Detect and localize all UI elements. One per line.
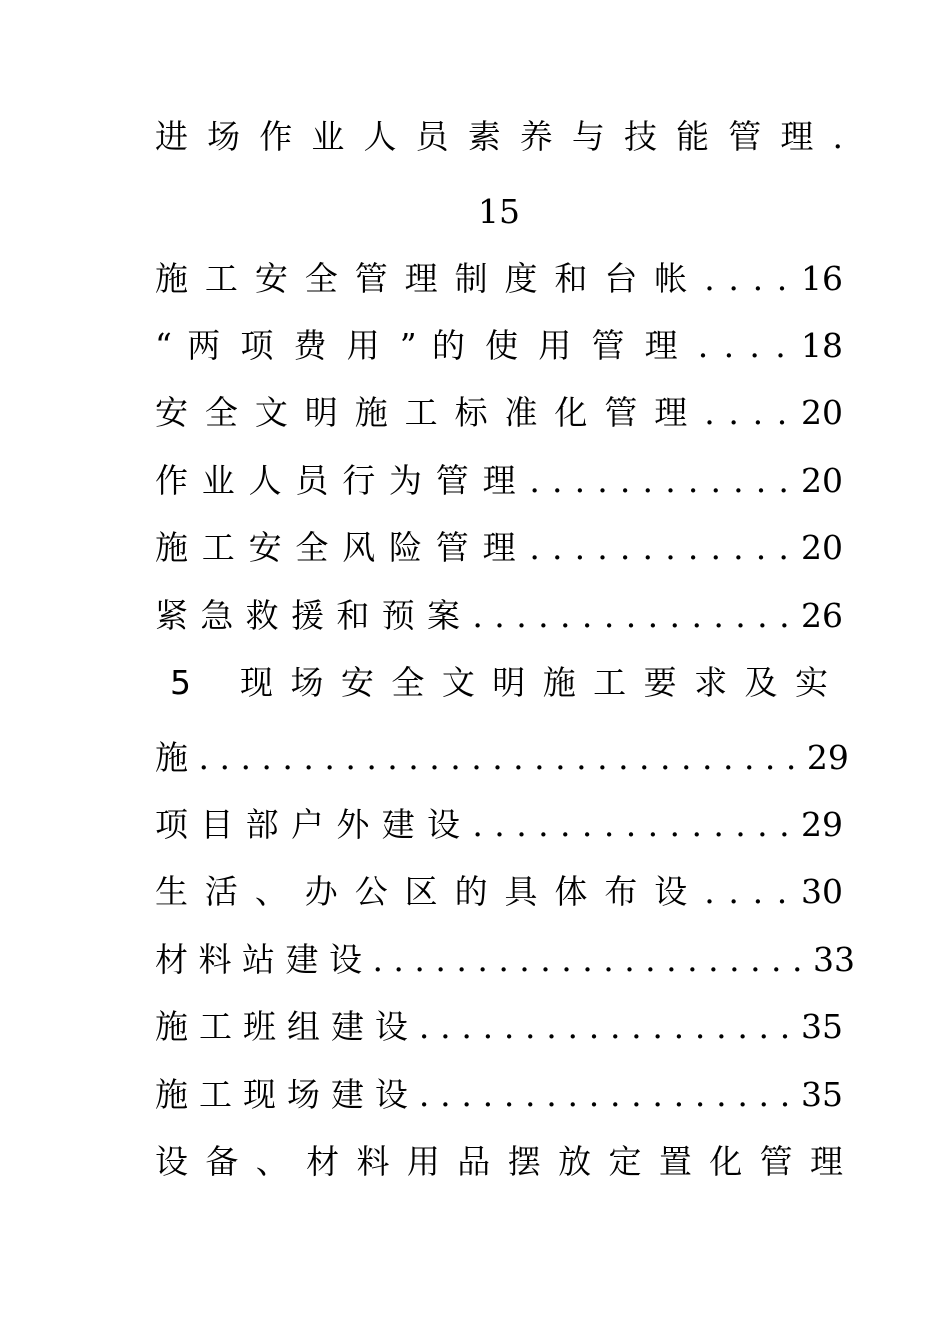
section-title: 现 场 安 全 文 明 施 工 要 求 及 实 — [240, 663, 828, 702]
toc-entry: 进 场 作 业 人 员 素 养 与 技 能 管 理 . — [155, 117, 843, 156]
toc-entry: 施 工 安 全 风 险 管 理 . . . . . . . . . . . . 20 — [155, 528, 843, 567]
toc-entry: 生 活 、 办 公 区 的 具 体 布 设 . . . . 30 — [155, 872, 843, 911]
toc-entry: 安 全 文 明 施 工 标 准 化 管 理 . . . . 20 — [155, 393, 843, 432]
section-number: 5 — [170, 663, 191, 702]
toc-entry: 设 备 、 材 料 用 品 摆 放 定 置 化 管 理 — [155, 1142, 843, 1181]
toc-entry: 施 . . . . . . . . . . . . . . . . . . . . . . . . . . . . . 29 — [155, 738, 849, 777]
toc-entry: 材 料 站 建 设 . . . . . . . . . . . . . . . . . . . . . 33 — [155, 940, 856, 979]
toc-entry: 作 业 人 员 行 为 管 理 . . . . . . . . . . . . 20 — [155, 461, 843, 500]
toc-entry: “ 两 项 费 用 ” 的 使 用 管 理 . . . . 18 — [155, 326, 843, 365]
toc-section-heading — [170, 663, 828, 703]
toc-entry: 项 目 部 户 外 建 设 . . . . . . . . . . . . . . . 29 — [155, 805, 843, 844]
toc-entry: 施 工 现 场 建 设 . . . . . . . . . . . . . . . . . . 35 — [155, 1075, 843, 1114]
toc-page-number: 15 — [478, 192, 520, 231]
toc-entry: 施 工 安 全 管 理 制 度 和 台 帐 . . . . 16 — [155, 259, 843, 298]
toc-entry: 施 工 班 组 建 设 . . . . . . . . . . . . . . . . . . 35 — [155, 1007, 843, 1046]
toc-entry: 紧 急 救 援 和 预 案 . . . . . . . . . . . . . . . 26 — [155, 596, 843, 635]
